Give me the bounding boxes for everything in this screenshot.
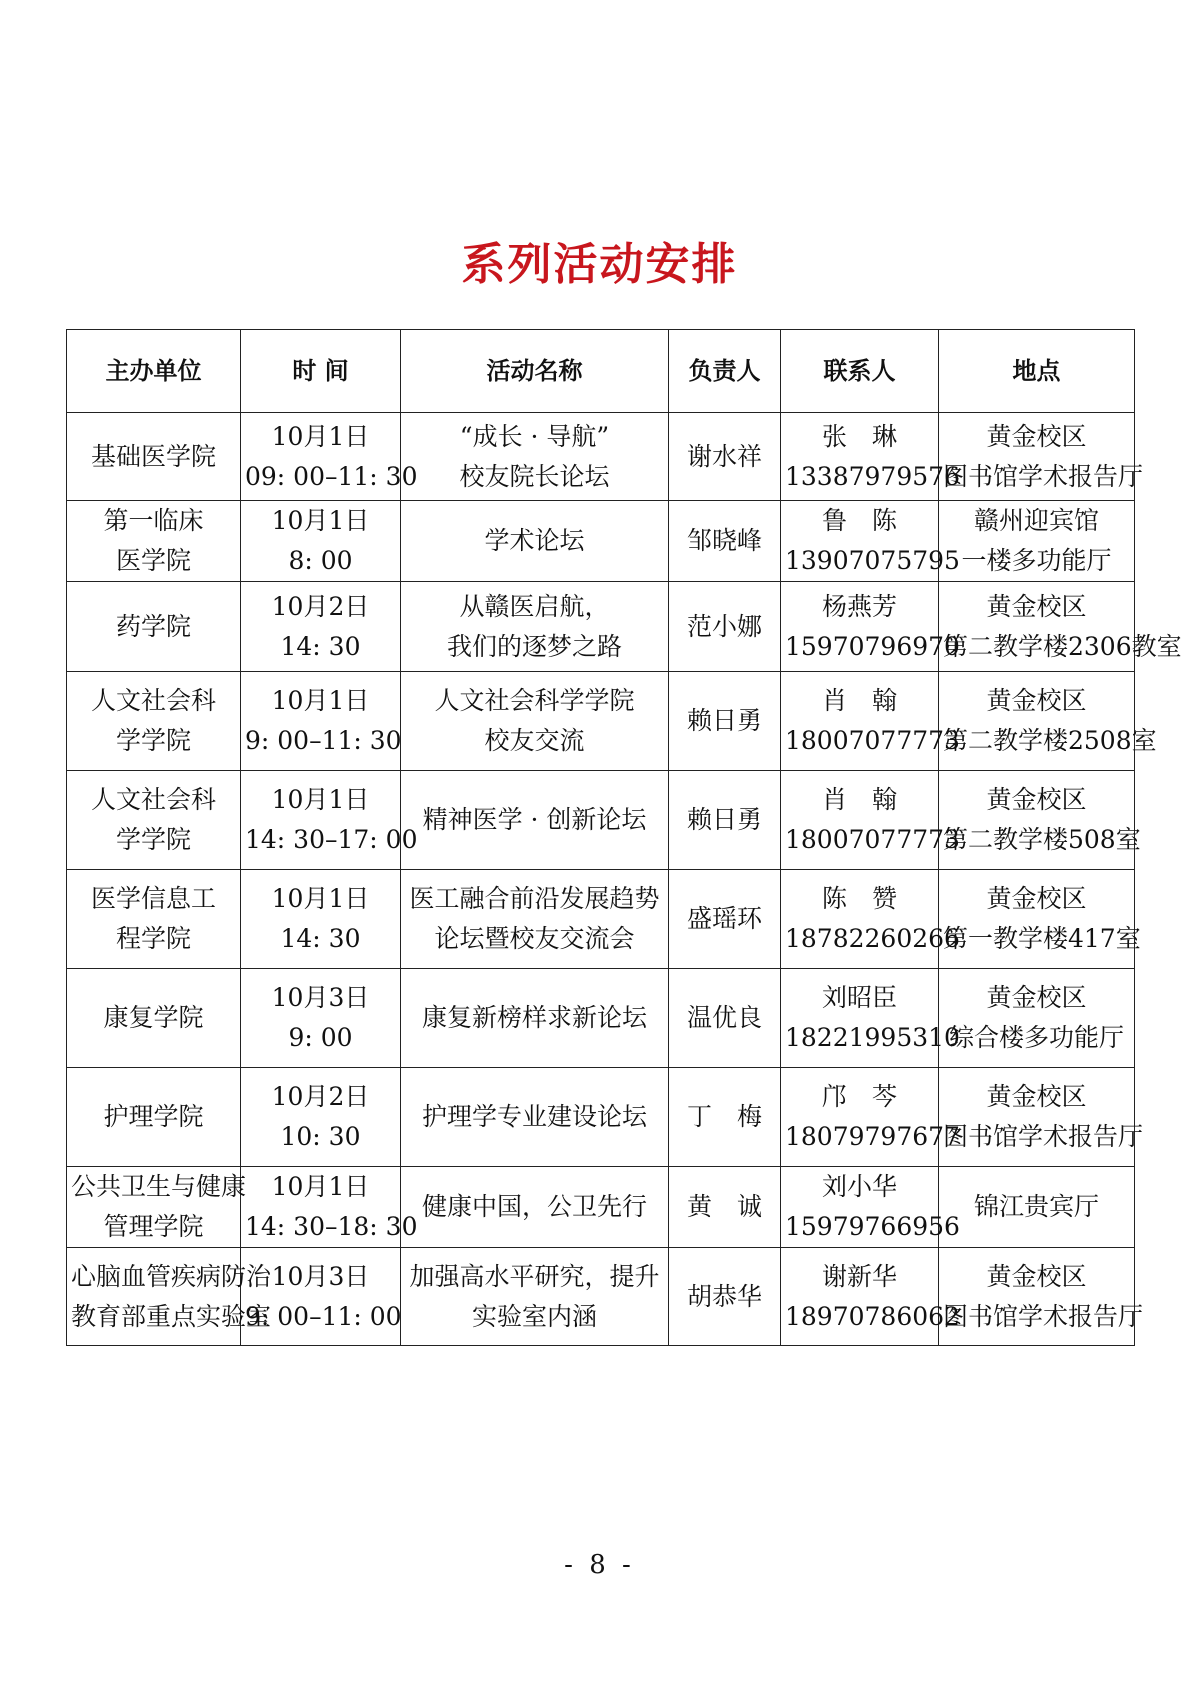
cell-time-line: 10月1日 — [271, 506, 370, 535]
table-row — [67, 1248, 1135, 1346]
table-row — [67, 413, 1135, 501]
cell-time-line: 9: 00 — [288, 1023, 353, 1052]
cell-host-line: 第一临床 — [103, 506, 204, 535]
cell-contact-line: 18782260266 — [785, 924, 960, 953]
cell-host-line: 人文社会科 — [90, 785, 216, 814]
cell-time-line: 8: 00 — [288, 546, 353, 575]
cell-leader: 范小娜 — [669, 582, 781, 672]
cell-time — [241, 582, 401, 672]
cell-contact-line: 肖 翰 — [821, 785, 897, 814]
page-title: 系列活动安排 — [461, 239, 738, 290]
cell-leader: 温优良 — [669, 969, 781, 1068]
table-row — [67, 771, 1135, 870]
cell-location-line: 赣州迎宾馆 — [973, 506, 1099, 535]
cell-location — [939, 1167, 1135, 1248]
header-leader: 负责人 — [669, 330, 781, 413]
cell-contact-line: 刘昭臣 — [821, 983, 897, 1012]
cell-contact-line: 刘小华 — [821, 1172, 897, 1201]
cell-leader: 盛瑶环 — [669, 870, 781, 969]
cell-contact-line: 18221995310 — [785, 1023, 960, 1052]
cell-location-line: 锦江贵宾厅 — [973, 1192, 1099, 1221]
cell-contact — [781, 771, 960, 870]
cell-time-line: 09: 00–11: 30 — [245, 461, 418, 491]
table-row — [67, 501, 1135, 582]
cell-event — [401, 771, 669, 870]
cell-contact-line: 18007077773 — [785, 726, 960, 755]
table-body — [67, 413, 1182, 1346]
cell-host-line: 护理学院 — [103, 1102, 204, 1131]
cell-event-line: 加强高水平研究，提升 — [409, 1261, 660, 1291]
cell-contact — [781, 1167, 960, 1248]
cell-event-line: 人文社会科学学院 — [434, 686, 635, 715]
cell-time — [241, 1167, 418, 1248]
cell-host-line: 人文社会科 — [90, 686, 216, 715]
cell-event-line: 从赣医启航， — [459, 591, 610, 621]
cell-host — [67, 413, 241, 501]
cell-location-line: 图书馆学术报告厅 — [943, 461, 1144, 491]
cell-time-line: 9: 00–11: 30 — [245, 726, 402, 755]
cell-contact-line: 18007077773 — [785, 825, 960, 854]
cell-event — [401, 870, 669, 969]
cell-host — [67, 1167, 247, 1248]
cell-host-line: 学学院 — [115, 726, 191, 755]
cell-time — [241, 1068, 401, 1167]
cell-event — [401, 672, 669, 771]
cell-event-line: 实验室内涵 — [471, 1301, 597, 1331]
cell-time-line: 10月3日 — [271, 983, 370, 1012]
cell-contact-line: 13907075795 — [785, 546, 960, 575]
cell-host — [67, 1068, 241, 1167]
cell-location — [939, 870, 1141, 969]
cell-location-line: 黄金校区 — [986, 1082, 1087, 1111]
cell-event — [401, 1167, 669, 1248]
cell-contact-line: 15970796970 — [785, 631, 960, 661]
cell-event-line: 论坛暨校友交流会 — [434, 924, 635, 953]
cell-host — [67, 870, 241, 969]
cell-host-line: 公共卫生与健康 — [71, 1172, 247, 1201]
cell-contact-line: 肖 翰 — [821, 686, 897, 715]
header-time: 时 间 — [241, 330, 401, 413]
cell-host-line: 医学信息工 — [90, 884, 216, 913]
cell-time — [241, 672, 401, 771]
cell-leader: 黄 诚 — [669, 1167, 781, 1248]
cell-location-line: 黄金校区 — [986, 591, 1087, 621]
cell-location-line: 黄金校区 — [986, 785, 1087, 814]
header-contact: 联系人 — [781, 330, 939, 413]
cell-leader: 胡恭华 — [669, 1248, 781, 1346]
cell-event-line: 校友院长论坛 — [459, 461, 610, 491]
cell-location — [939, 969, 1135, 1068]
cell-contact-line: 邝 芩 — [821, 1082, 897, 1111]
cell-contact — [781, 1068, 960, 1167]
cell-event-line: 康复新榜样求新论坛 — [421, 1003, 647, 1032]
cell-location — [939, 1248, 1144, 1346]
cell-location-line: 图书馆学术报告厅 — [943, 1301, 1144, 1331]
cell-time-line: 10: 30 — [280, 1122, 361, 1151]
cell-time-line: 10月2日 — [271, 591, 370, 621]
cell-time-line: 10月1日 — [271, 421, 370, 451]
table-row — [67, 672, 1135, 771]
cell-time-line: 14: 30 — [280, 924, 361, 953]
cell-time-line: 9: 00–11: 00 — [245, 1301, 402, 1331]
cell-host-line: 医学院 — [115, 546, 191, 575]
cell-event — [401, 582, 669, 672]
page-number: - 8 - — [564, 1550, 635, 1580]
cell-contact-line: 18079797677 — [785, 1122, 960, 1151]
cell-location — [939, 582, 1182, 672]
cell-contact — [781, 1248, 960, 1346]
cell-location — [939, 1068, 1144, 1167]
cell-location-line: 黄金校区 — [986, 686, 1087, 715]
cell-event — [401, 413, 669, 501]
cell-event-line: 护理学专业建设论坛 — [421, 1102, 647, 1131]
cell-time — [241, 771, 418, 870]
cell-time-line: 10月3日 — [271, 1261, 370, 1291]
cell-contact — [781, 582, 960, 672]
cell-host — [67, 582, 241, 672]
cell-time — [241, 413, 418, 501]
cell-leader: 邹晓峰 — [669, 501, 781, 582]
cell-time-line: 10月1日 — [271, 1172, 370, 1201]
cell-event-line: 我们的逐梦之路 — [446, 631, 622, 661]
cell-event — [401, 1248, 669, 1346]
cell-contact-line: 谢新华 — [821, 1261, 897, 1291]
cell-time-line: 14: 30 — [280, 631, 361, 661]
cell-event — [401, 1068, 669, 1167]
cell-host-line: 教育部重点实验室 — [71, 1301, 272, 1331]
cell-time-line: 10月1日 — [271, 884, 370, 913]
table-row — [67, 1068, 1135, 1167]
cell-host-line: 学学院 — [115, 825, 191, 854]
cell-leader: 丁 梅 — [669, 1068, 781, 1167]
cell-event — [401, 969, 669, 1068]
cell-contact-line: 陈 赞 — [821, 884, 897, 913]
table-row — [67, 1167, 1135, 1248]
cell-host — [67, 1248, 272, 1346]
table-header-row — [67, 330, 1135, 413]
table-row — [67, 582, 1135, 672]
cell-event-line: “成长 · 导航” — [459, 421, 610, 451]
cell-contact — [781, 413, 960, 501]
cell-contact-line: 15979766956 — [785, 1212, 960, 1241]
cell-location-line: 一楼多功能厅 — [961, 546, 1112, 575]
cell-time-line: 10月1日 — [271, 686, 370, 715]
cell-contact — [781, 672, 960, 771]
cell-leader: 赖日勇 — [669, 771, 781, 870]
cell-host-line: 心脑血管疾病防治 — [71, 1261, 272, 1291]
cell-time-line: 10月1日 — [271, 785, 370, 814]
cell-contact-line: 张 琳 — [821, 421, 897, 451]
cell-location-line: 第二教学楼508室 — [943, 825, 1141, 854]
cell-time-line: 14: 30–17: 00 — [245, 825, 418, 854]
cell-leader: 谢水祥 — [669, 413, 781, 501]
cell-location-line: 黄金校区 — [986, 421, 1087, 451]
cell-host — [67, 771, 241, 870]
cell-contact-line: 鲁 陈 — [821, 506, 897, 535]
cell-location-line: 黄金校区 — [986, 1261, 1087, 1291]
header-host: 主办单位 — [67, 330, 241, 413]
header-location: 地点 — [939, 330, 1135, 413]
cell-location-line: 黄金校区 — [986, 884, 1087, 913]
cell-location — [939, 672, 1157, 771]
cell-host-line: 程学院 — [115, 924, 191, 953]
cell-contact — [781, 870, 960, 969]
activity-schedule-table — [66, 329, 1182, 1346]
cell-contact — [781, 969, 960, 1068]
cell-contact-line: 18970786062 — [785, 1301, 960, 1331]
cell-host-line: 康复学院 — [103, 1003, 204, 1032]
cell-location-line: 第二教学楼2306教室 — [943, 631, 1182, 661]
cell-event-line: 医工融合前沿发展趋势 — [409, 884, 660, 913]
cell-host — [67, 672, 241, 771]
cell-time-line: 10月2日 — [271, 1082, 370, 1111]
table-row — [67, 870, 1135, 969]
cell-contact-line: 杨燕芳 — [821, 591, 897, 621]
header-event: 活动名称 — [401, 330, 669, 413]
cell-contact-line: 13387979576 — [785, 461, 960, 491]
cell-host — [67, 501, 241, 582]
cell-time — [241, 969, 401, 1068]
cell-location-line: 第二教学楼2508室 — [943, 726, 1157, 755]
cell-leader: 赖日勇 — [669, 672, 781, 771]
cell-location-line: 黄金校区 — [986, 983, 1087, 1012]
cell-host-line: 管理学院 — [103, 1212, 204, 1241]
cell-time — [241, 870, 401, 969]
cell-time — [241, 501, 401, 582]
cell-host-line: 药学院 — [115, 611, 191, 641]
cell-event-line: 校友交流 — [484, 726, 585, 755]
cell-contact — [781, 501, 960, 582]
cell-event-line: 学术论坛 — [484, 526, 585, 555]
cell-location — [939, 501, 1135, 582]
cell-host — [67, 969, 241, 1068]
table-row — [67, 969, 1135, 1068]
cell-event-line: 精神医学 · 创新论坛 — [422, 805, 647, 834]
cell-location-line: 图书馆学术报告厅 — [943, 1122, 1144, 1151]
cell-event — [401, 501, 669, 582]
cell-location-line: 综合楼多功能厅 — [948, 1023, 1124, 1052]
cell-time-line: 14: 30–18: 30 — [245, 1212, 418, 1241]
cell-location — [939, 413, 1144, 501]
cell-event-line: 健康中国，公卫先行 — [421, 1192, 647, 1221]
cell-host-line: 基础医学院 — [90, 441, 216, 471]
cell-location — [939, 771, 1141, 870]
cell-location-line: 第一教学楼417室 — [943, 924, 1141, 953]
